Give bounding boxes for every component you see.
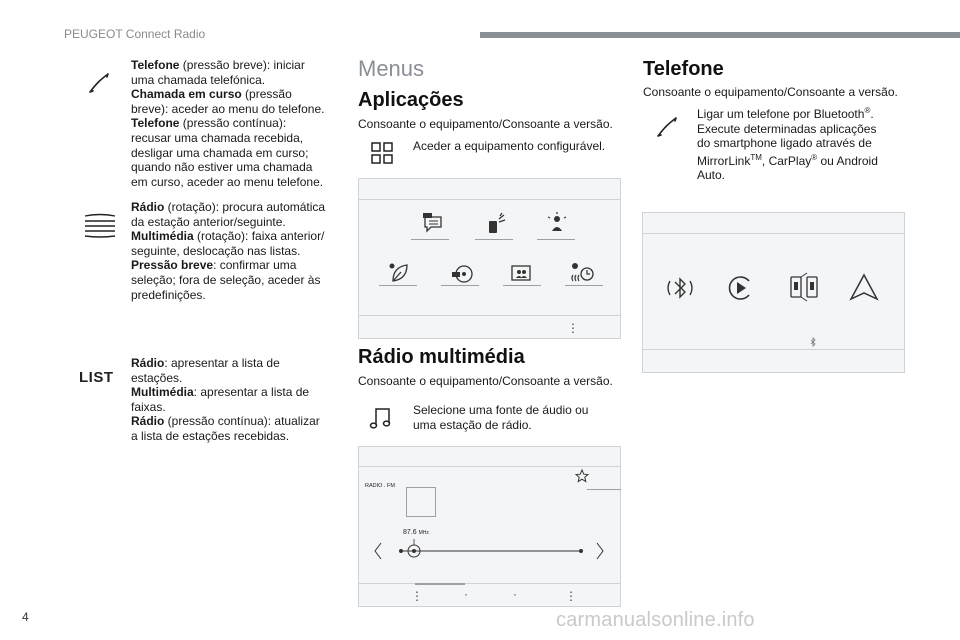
text-line <box>131 87 324 102</box>
contacts-app-icon <box>509 261 533 285</box>
text-segment: Chamada em curso <box>131 87 242 102</box>
frequency-value: 87.6 <box>403 529 417 536</box>
text-segment: Execute determinadas aplicações <box>697 121 877 136</box>
aplicacoes-description <box>413 139 605 154</box>
text-segment: (rotação): procura automática <box>164 200 326 214</box>
sms-app-icon <box>421 211 445 235</box>
running-header: PEUGEOT Connect Radio <box>64 27 206 41</box>
text-segment: (pressão contínua): atualizar <box>164 414 320 429</box>
aplicacoes-heading: Aplicações <box>358 89 464 111</box>
radio-screen <box>358 446 621 607</box>
radio-multimedia-intro: Consoante o equipamento/Consoante a versão. <box>358 374 613 388</box>
music-note-icon <box>369 405 393 431</box>
phone-icon <box>86 70 112 96</box>
text-segment: predefinições. <box>131 287 206 302</box>
text-segment: Rádio <box>131 356 165 370</box>
text-segment: : confirmar uma <box>213 258 297 273</box>
bluetooth-icon <box>663 271 697 305</box>
text-segment: Rádio <box>131 200 165 214</box>
text-segment: Telefone <box>131 58 180 72</box>
text-line <box>131 273 325 288</box>
radio-knob-description <box>131 200 325 302</box>
text-segment: ® <box>864 106 871 115</box>
text-line <box>131 175 324 190</box>
text-line <box>131 400 320 415</box>
text-line <box>413 139 605 154</box>
radio-band-label: RADIO . FM <box>365 483 395 489</box>
text-line <box>697 104 878 122</box>
driving-assist-icon <box>545 211 569 235</box>
radio-menu-dots-left: ⋮ <box>411 589 423 603</box>
text-line <box>131 229 325 244</box>
apps-grid-icon <box>371 142 393 164</box>
text-segment: uma chamada telefónica. <box>131 72 266 87</box>
radio-multimedia-heading: Rádio multimédia <box>358 346 525 368</box>
rotary-knob-icon <box>83 212 117 238</box>
text-line <box>131 146 324 161</box>
radio-menu-dot: · <box>464 587 468 601</box>
frequency-readout <box>403 529 429 536</box>
text-line <box>131 200 325 215</box>
text-segment: (rotação): faixa anterior/ <box>193 229 325 244</box>
text-segment: Aceder a equipamento configurável. <box>413 139 606 153</box>
text-segment: (pressão contínua): <box>179 116 287 131</box>
text-segment: do smartphone ligado através de <box>697 136 872 151</box>
text-segment: seguinte, deslocação nas listas. <box>131 243 301 258</box>
text-segment: recusar uma chamada recebida, <box>131 130 304 145</box>
text-line <box>131 288 325 303</box>
text-line <box>131 429 320 444</box>
telefone-heading: Telefone <box>643 58 724 80</box>
bluetooth-status-icon <box>809 337 817 347</box>
frequency-unit: MHz <box>418 530 429 536</box>
more-options-icon: ⋮ <box>567 321 579 335</box>
text-line <box>131 215 325 230</box>
text-segment: Selecione uma fonte de áudio ou <box>413 403 589 417</box>
text-line <box>131 414 320 429</box>
telefone-menu-description <box>697 104 878 183</box>
text-segment: seleção; fora de seleção, aceder às <box>131 272 321 287</box>
carplay-icon <box>723 271 757 305</box>
heating-timer-icon <box>569 261 595 285</box>
mirrorlink-icon <box>787 271 821 305</box>
text-line <box>131 58 324 73</box>
text-segment: Rádio <box>131 414 165 429</box>
text-line <box>697 168 878 183</box>
text-segment: Multimédia <box>131 385 194 400</box>
station-artwork <box>406 487 436 517</box>
text-segment: desligar uma chamada em curso; <box>131 145 309 160</box>
text-segment: TM <box>750 152 762 162</box>
menus-title: Menus <box>358 56 425 81</box>
favorite-star-icon <box>575 469 589 483</box>
telephone-screen <box>642 212 905 373</box>
text-line <box>697 151 878 169</box>
text-segment: da estação anterior/seguinte. <box>131 214 286 229</box>
watermark: carmanualsonline.info <box>556 609 755 631</box>
text-segment: ou Android <box>817 153 878 168</box>
connected-device-icon <box>485 211 509 235</box>
text-segment: quando não estiver uma chamada <box>131 160 313 175</box>
radio-multimedia-description <box>413 403 588 432</box>
text-line <box>131 102 324 117</box>
radio-menu-dot: · <box>513 587 517 601</box>
active-source-bar <box>415 583 465 585</box>
text-segment: estações. <box>131 370 183 385</box>
text-line <box>697 136 878 151</box>
text-line <box>131 131 324 146</box>
phone-icon <box>654 114 680 140</box>
list-button-label: LIST <box>79 369 114 386</box>
text-segment: ® <box>811 152 818 162</box>
text-line <box>131 258 325 273</box>
text-line <box>413 403 588 418</box>
text-segment: . <box>870 107 874 121</box>
text-line <box>131 385 320 400</box>
text-line <box>413 418 588 433</box>
gauge-app-icon <box>451 261 475 285</box>
text-line <box>131 73 324 88</box>
text-segment: : apresentar a lista de <box>164 356 280 370</box>
telefone-intro: Consoante o equipamento/Consoante a versão. <box>643 85 898 99</box>
text-line <box>131 356 320 371</box>
text-segment: (pressão <box>241 87 292 102</box>
text-line <box>131 244 325 259</box>
text-segment: (pressão breve): iniciar <box>179 58 305 72</box>
text-segment: MirrorLink <box>697 153 751 168</box>
android-auto-icon <box>847 271 881 305</box>
text-line <box>131 160 324 175</box>
text-segment: Pressão breve <box>131 258 214 273</box>
eco-leaf-icon <box>387 261 411 285</box>
text-line <box>697 122 878 137</box>
text-segment: breve): aceder ao menu do telefone. <box>131 101 325 116</box>
text-segment: : apresentar a lista de <box>193 385 310 400</box>
radio-menu-dots-right: ⋮ <box>565 589 577 603</box>
text-segment: uma estação de rádio. <box>413 417 532 432</box>
text-line <box>131 116 324 131</box>
text-segment: , CarPlay <box>761 153 812 168</box>
text-segment: Multimédia <box>131 229 194 244</box>
text-segment: Telefone <box>131 116 180 131</box>
telefone-description <box>131 58 324 189</box>
text-segment: faixas. <box>131 399 166 414</box>
text-segment: a lista de estações recebidas. <box>131 428 290 443</box>
aplicacoes-intro: Consoante o equipamento/Consoante a versão. <box>358 117 613 131</box>
page-number: 4 <box>22 610 29 624</box>
text-line <box>131 371 320 386</box>
applications-screen <box>358 178 621 339</box>
header-bar <box>480 32 960 38</box>
text-segment: Ligar um telefone por Bluetooth <box>697 107 865 121</box>
text-segment: em curso, aceder ao menu telefone. <box>131 174 324 189</box>
text-segment: Auto. <box>697 168 726 183</box>
list-description <box>131 356 320 444</box>
frequency-slider <box>373 539 609 563</box>
